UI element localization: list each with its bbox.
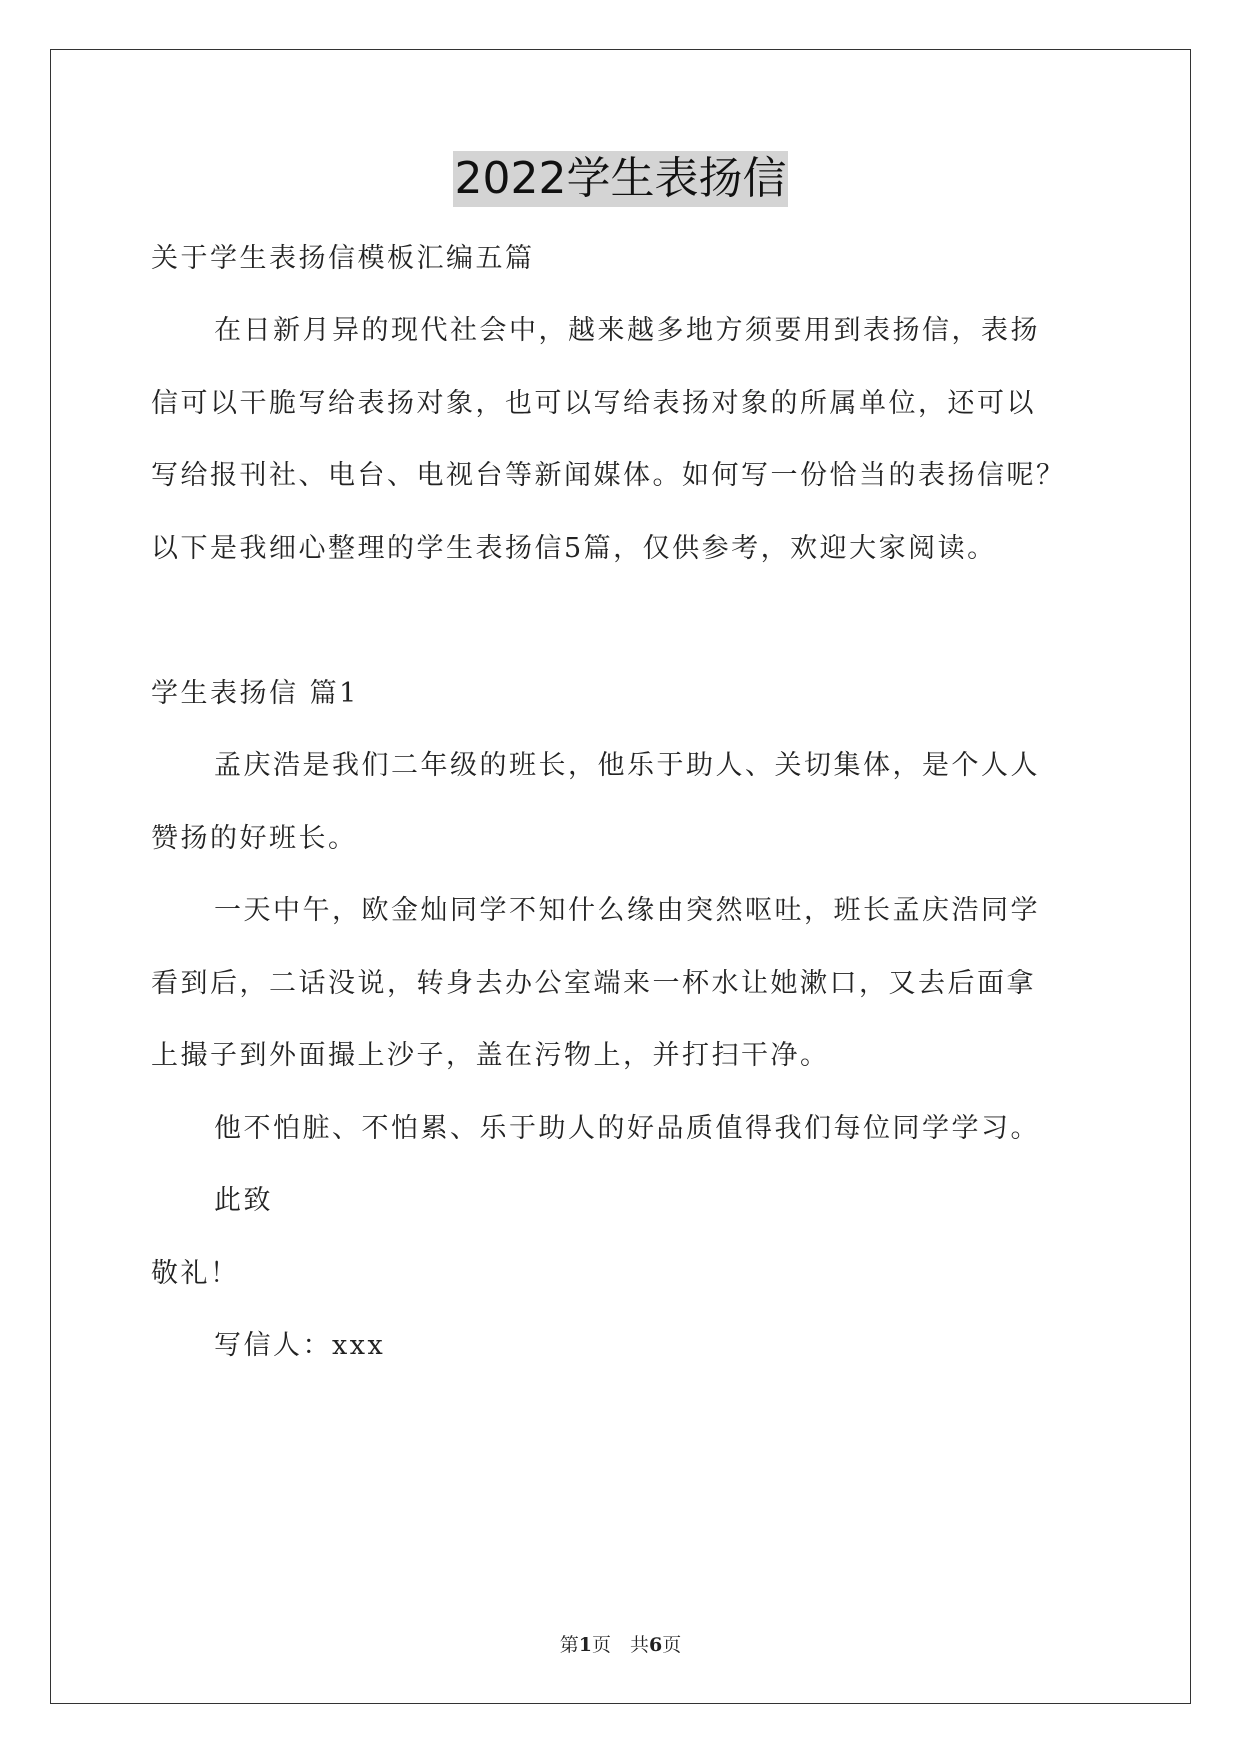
document-title: 2022学生表扬信 bbox=[453, 151, 789, 207]
body-line: 他不怕脏、不怕累、乐于助人的好品质值得我们每位同学学习。 bbox=[214, 1113, 1040, 1144]
footer-prefix: 第 bbox=[559, 1634, 579, 1656]
intro-line: 信可以干脆写给表扬对象，也可以写给表扬对象的所属单位，还可以 bbox=[151, 388, 1036, 419]
total-page-number: 6 bbox=[649, 1634, 663, 1656]
current-page-number: 1 bbox=[578, 1634, 592, 1656]
section-heading: 学生表扬信 篇1 bbox=[151, 678, 359, 709]
body-line: 赞扬的好班长。 bbox=[151, 823, 358, 854]
closing-text: 此致 bbox=[214, 1185, 273, 1216]
footer-mid: 页 共 bbox=[591, 1634, 649, 1656]
body-line: 一天中午，欧金灿同学不知什么缘由突然呕吐，班长孟庆浩同学 bbox=[214, 895, 1040, 926]
body-line: 看到后，二话没说，转身去办公室端来一杯水让她漱口，又去后面拿 bbox=[151, 968, 1036, 999]
intro-line: 以下是我细心整理的学生表扬信5篇，仅供参考，欢迎大家阅读。 bbox=[151, 533, 997, 564]
intro-line: 写给报刊社、电台、电视台等新闻媒体。如何写一份恰当的表扬信呢？ bbox=[151, 460, 1066, 491]
body-line: 上撮子到外面撮上沙子，盖在污物上，并打扫干净。 bbox=[151, 1040, 830, 1071]
intro-line: 在日新月异的现代社会中，越来越多地方须要用到表扬信，表扬 bbox=[214, 315, 1040, 346]
page-border bbox=[50, 49, 1191, 1704]
body-line: 孟庆浩是我们二年级的班长，他乐于助人、关切集体，是个人人 bbox=[214, 750, 1040, 781]
footer-suffix: 页 bbox=[662, 1634, 682, 1656]
salute-text: 敬礼！ bbox=[151, 1258, 240, 1289]
page-footer bbox=[0, 1630, 1241, 1657]
title-container bbox=[0, 151, 1241, 207]
document-subtitle: 关于学生表扬信模板汇编五篇 bbox=[151, 243, 535, 274]
signature-text: 写信人：xxx bbox=[214, 1330, 386, 1361]
